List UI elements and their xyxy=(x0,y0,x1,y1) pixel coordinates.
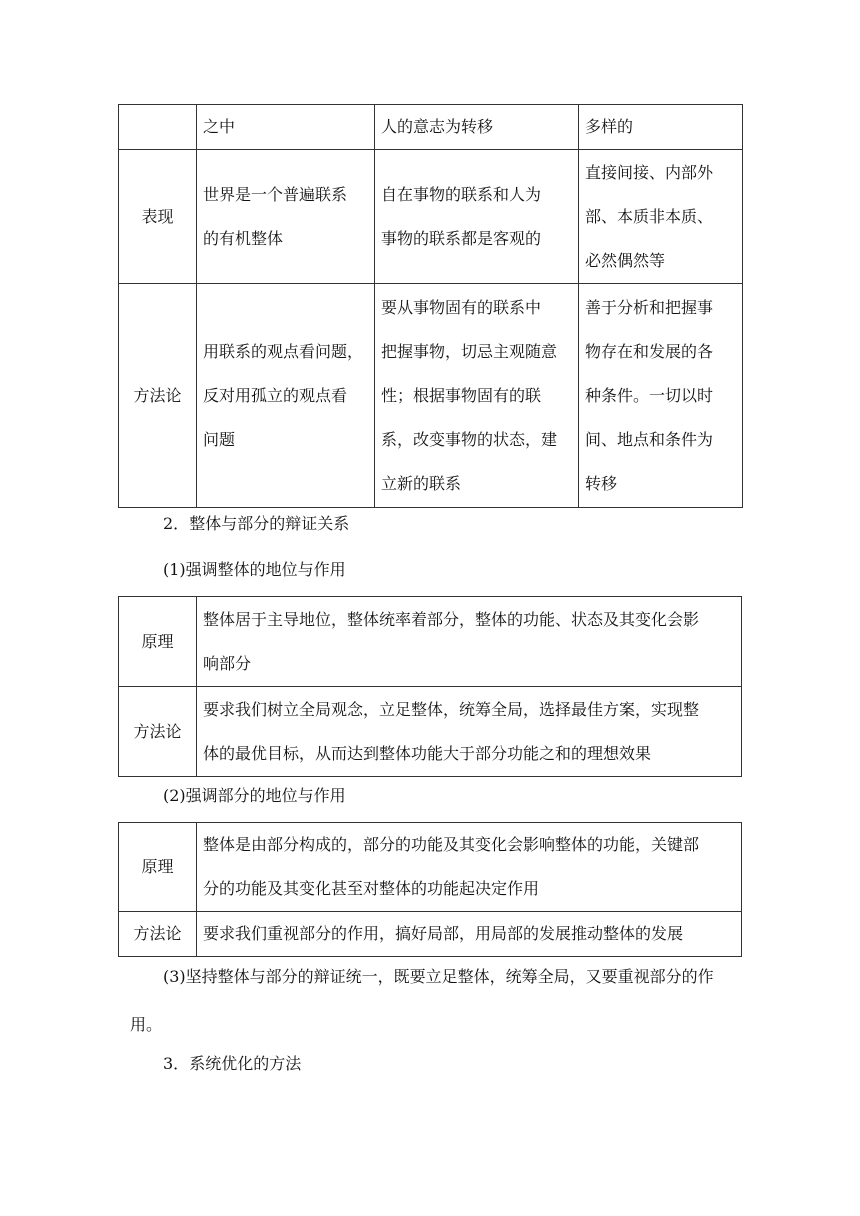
table-cell xyxy=(375,150,579,284)
table-row xyxy=(119,823,742,912)
table-cell xyxy=(197,687,742,777)
cell-line: 整体是由部分构成的，部分的功能及其变化会影响整体的功能，关键部 xyxy=(203,835,700,854)
cell-line: 体的最优目标，从而达到整体功能大于部分功能之和的理想效果 xyxy=(203,743,652,763)
paragraph-text: 坚持整体与部分的辩证统一，既要立足整体，统筹全局，又要重视部分的作用。 xyxy=(130,967,714,1034)
connection-characteristics-table xyxy=(118,104,743,508)
table-cell xyxy=(375,284,579,508)
cell-line: 用联系的观点看问题， xyxy=(203,341,364,361)
cell-line: 物存在和发展的各 xyxy=(585,341,714,361)
cell-line: 反对用孤立的观点看 xyxy=(203,385,348,405)
subheading-number: (1) xyxy=(163,560,186,579)
subheading xyxy=(163,559,346,581)
table-cell xyxy=(197,150,375,284)
heading-number: 2． xyxy=(163,514,190,533)
table-cell: 要求我们重视部分的作用，搞好局部，用局部的发展推动整体的发展 xyxy=(197,912,742,957)
table-cell: 多样的 xyxy=(579,105,743,150)
row-label: 方法论 xyxy=(119,687,197,777)
table-cell xyxy=(197,823,742,912)
table-row xyxy=(119,597,742,687)
cell-line: 分的功能及其变化甚至对整体的功能起决定作用 xyxy=(203,879,540,898)
heading-number: 3． xyxy=(163,1054,190,1073)
cell-line: 善于分析和把握事 xyxy=(585,297,714,317)
cell-line: 间、地点和条件为 xyxy=(585,429,714,449)
cell-line: 要求我们树立全局观念，立足整体，统筹全局，选择最佳方案，实现整 xyxy=(203,699,700,719)
table-row xyxy=(119,912,742,957)
cell-line: 的有机整体 xyxy=(203,228,284,248)
table-cell xyxy=(579,284,743,508)
cell-line: 转移 xyxy=(585,473,618,493)
paragraph-number: (3) xyxy=(163,967,186,986)
cell-line: 自在事物的联系和人为 xyxy=(381,184,542,204)
heading-text: 整体与部分的辩证关系 xyxy=(189,514,350,533)
cell-line: 立新的联系 xyxy=(381,473,462,493)
cell-line: 问题 xyxy=(203,429,236,449)
table-cell: 人的意志为转移 xyxy=(375,105,579,150)
cell-line: 必然偶然等 xyxy=(585,250,666,270)
cell-line: 响部分 xyxy=(203,653,252,673)
row-label: 原理 xyxy=(119,823,197,912)
cell-line: 系，改变事物的状态，建 xyxy=(381,429,558,449)
cell-line: 种条件。一切以时 xyxy=(585,385,714,405)
cell-line: 事物的联系都是客观的 xyxy=(381,228,542,248)
whole-role-table xyxy=(118,596,742,777)
table-row xyxy=(119,687,742,777)
cell-line: 要从事物固有的联系中 xyxy=(381,297,542,317)
table-cell xyxy=(197,284,375,508)
cell-line: 整体居于主导地位，整体统率着部分，整体的功能、状态及其变化会影 xyxy=(203,609,700,629)
paragraph xyxy=(130,953,742,1049)
table-row xyxy=(119,150,743,284)
subheading-number: (2) xyxy=(163,786,186,805)
row-label: 原理 xyxy=(119,597,197,687)
cell-line: 性；根据事物固有的联 xyxy=(381,385,542,405)
cell-line: 把握事物，切忌主观随意 xyxy=(381,341,558,361)
cell-line: 直接间接、内部外 xyxy=(585,162,714,182)
row-label: 方法论 xyxy=(119,912,197,957)
heading-text: 系统优化的方法 xyxy=(189,1054,302,1073)
cell-line: 部、本质非本质、 xyxy=(585,206,714,226)
table-row xyxy=(119,284,743,508)
section-heading xyxy=(163,1053,301,1075)
table-cell xyxy=(197,597,742,687)
section-heading xyxy=(163,513,349,535)
subheading-text: 强调部分的地位与作用 xyxy=(185,786,346,805)
subheading-text: 强调整体的地位与作用 xyxy=(185,560,346,579)
table-row xyxy=(119,105,743,150)
row-label: 方法论 xyxy=(119,284,197,508)
part-role-table xyxy=(118,822,742,957)
row-label: 表现 xyxy=(119,150,197,284)
table-cell xyxy=(579,150,743,284)
table-cell xyxy=(119,105,197,150)
table-cell: 之中 xyxy=(197,105,375,150)
subheading xyxy=(163,785,346,807)
cell-line: 世界是一个普遍联系 xyxy=(203,184,348,204)
